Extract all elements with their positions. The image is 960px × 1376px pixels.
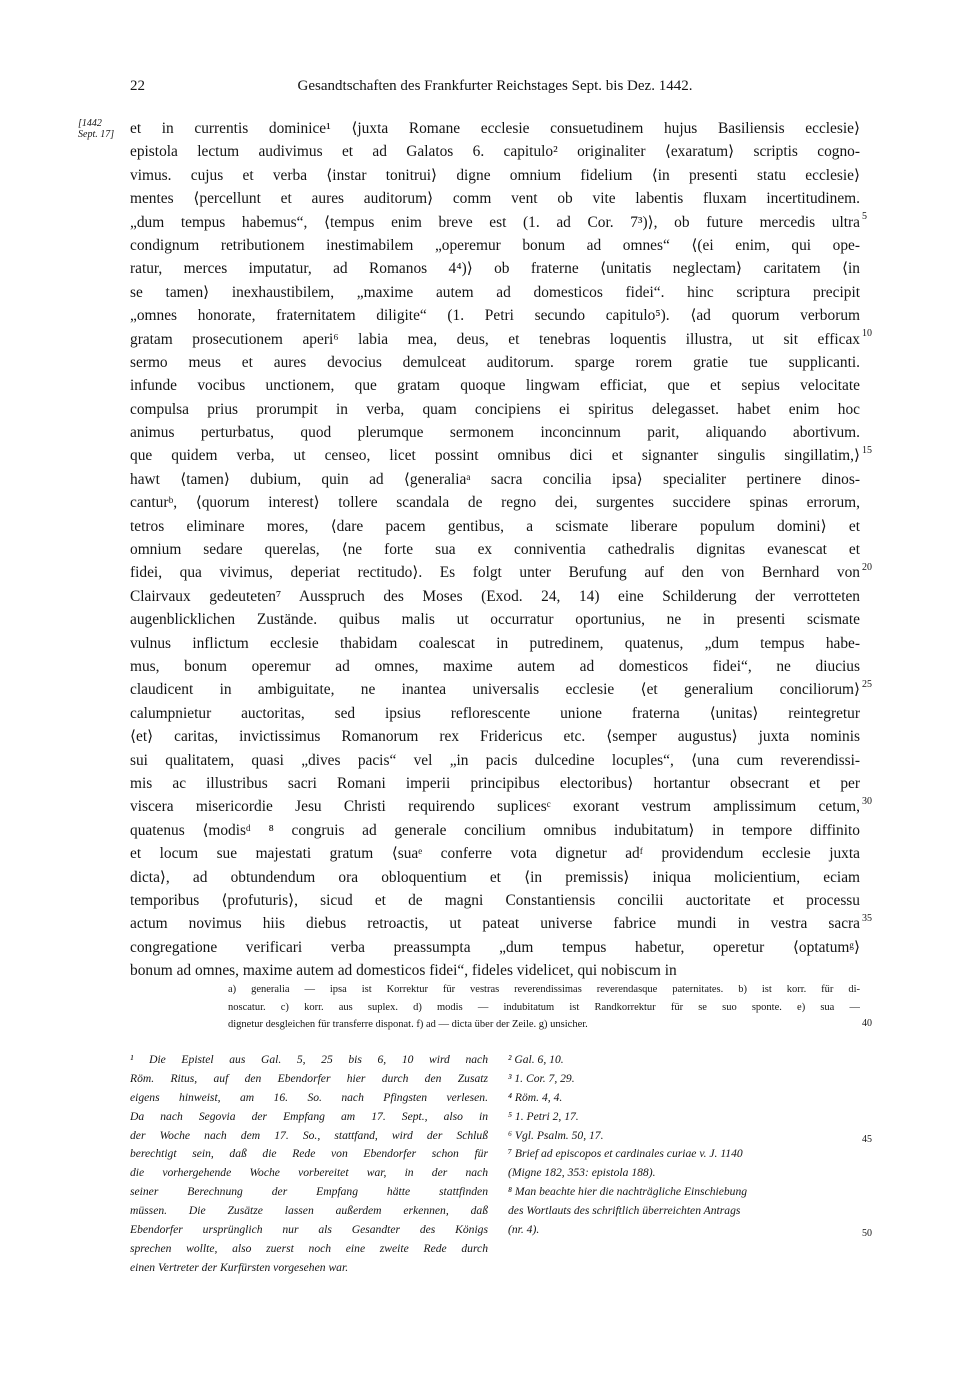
footnote-line: Ebendorfer ursprünglich nur als Gesandter des Königs <box>130 1223 488 1237</box>
line-number: 35 <box>862 913 872 924</box>
line-number: 45 <box>862 1134 872 1145</box>
line-number: 5 <box>862 211 867 222</box>
line-number: 15 <box>862 445 872 456</box>
line-number: 50 <box>862 1228 872 1239</box>
marginal-date-year: [1442 <box>78 118 102 129</box>
footnote-line: ⁴ Röm. 4, 4. <box>508 1090 563 1104</box>
line-number: 25 <box>862 679 872 690</box>
footnote-line: seiner Berechnung der Empfang hätte stattfinden <box>130 1185 488 1199</box>
running-title: Gesandtschaften des Frankfurter Reichstages Sept. bis Dez. 1442. <box>297 78 693 94</box>
text-line: „omnes honorate, fraternitatem diligite“ (1. Petri secundo capitulo⁵). ⟨ad quorum verborum <box>130 307 860 325</box>
text-line: animus perturbatus, quod plerumque sermonem inconcinnum parit, aliquando abortivum. <box>130 424 860 442</box>
text-line: Clairvaux gedeuteten⁷ Ausspruch des Moses (Exod. 24, 14) eine Schilderung der verrotteten <box>130 587 860 605</box>
text-line: bonum ad omnes, maxime autem ad domesticos fidei“, fideles videlicet, qui nobiscum in <box>130 962 677 980</box>
footnote-line: ¹ Die Epistel aus Gal. 5, 25 bis 6, 10 wird nach <box>130 1053 488 1066</box>
text-line: claudicent in ambiguitate, ne inantea universalis ecclesie ⟨et generalium conciliorum⟩ <box>130 681 860 699</box>
footnote-line: (nr. 4). <box>508 1223 540 1237</box>
footnote-line: einen Vertreter der Kurfürsten vorgesehen war. <box>130 1260 349 1274</box>
footnote-line: ⁸ Man beachte hier die nachträgliche Einschiebung <box>508 1185 748 1199</box>
text-line: viscera misericordie Jesu Christi requirendo suplicesᶜ exorant vestrum amplissimum cetum, <box>130 798 860 816</box>
text-line: dicta⟩, ad obtundendum ora obloquentium et ⟨in premissis⟩ iniqua molicientium, eciam <box>130 868 860 886</box>
text-line: tetros eliminare mores, ⟨dare pacem gentibus, a scismate liberare populum domini⟩ et <box>130 517 860 535</box>
page-number: 22 <box>130 78 145 94</box>
page-header <box>130 78 860 100</box>
text-line: que quidem verba, ut censeo, licet possint omnibus dici et signanter singulis singillatim,⟩ <box>130 447 860 465</box>
footnote-line: die vorhergehende Woche vorbereitet war, in der nach <box>130 1166 488 1180</box>
marginal-date <box>78 118 128 140</box>
text-line: ⟨et⟩ caritas, invictissimus Romanorum rex Fridericus etc. ⟨semper augustus⟩ juxta nominis <box>130 728 860 746</box>
text-line: canturᵇ, ⟨quorum interest⟩ tollere scandala de regno dei, surgentes succidere spinas errorum, <box>130 494 860 512</box>
footnote-line: des Wortlauts des schriftlich überreichten Antrags <box>508 1204 741 1218</box>
text-line: compulsa prius prorumpit in verba, quam concipiens ei spiritus delegasset. habet enim hoc <box>130 400 860 418</box>
text-line: se tamen⟩ inexhaustibilem, „maxime autem ad domesticos fidei“. hinc scriptura precipit <box>130 283 860 301</box>
text-line: epistola lectum audivimus et ad Galatos 6. capitulo² originaliter ⟨exaratum⟩ scriptis cogno- <box>130 143 860 161</box>
footnote-line: (Migne 182, 353: epistola 188). <box>508 1166 656 1180</box>
text-line: gratam prosecutionem aperi⁶ labia mea, deus, et tenebras loquentis illustra, ut sit efficax <box>130 330 860 348</box>
line-number: 40 <box>862 1018 872 1029</box>
apparatus-line: dignetur desgleichen für transferre disponat. f) ad — dicta über der Zeile. g) unsicher. <box>228 1019 588 1030</box>
text-line: quatenus ⟨modisᵈ ⁸ congruis ad generale concilium omnibus indubitatum⟩ in tempore diffinito <box>130 821 860 839</box>
text-line: vulnus inflictum ecclesie thabidam coalescat in putredinem, quatenus, „dum tempus habe- <box>130 634 860 652</box>
footnote-line: ⁷ Brief ad episcopos et cardinales curiae v. J. 1140 <box>508 1147 743 1161</box>
text-line: temporibus ⟨profuturis⟩, sicud et de magni Constantiensis concilii auctoritate et processu <box>130 891 860 909</box>
text-line: congregatione verificari verba preassumpta „dum tempus habetur, operetur ⟨optatumᵍ⟩ <box>130 938 860 956</box>
text-line: hawt ⟨tamen⟩ dubium, quin ad ⟨generaliaᵃ sacra concilia ipsa⟩ specialiter pertinere dinos- <box>130 470 860 488</box>
main-text <box>130 117 860 982</box>
text-line: fidei, qua vivimus, deperiat rectitudo⟩. Es folgt unter Berufung auf den von Bernhard von <box>130 564 860 582</box>
footnote-line: ⁵ 1. Petri 2, 17. <box>508 1109 579 1123</box>
text-line: et in currentis dominice¹ ⟨juxta Romane ecclesie consuetudinem hujus Basiliensis ecclesie⟩ <box>130 120 860 137</box>
text-line: omnium sedare querelas, ⟨ne forte sua ex conniventia cathedralis dignitas evanescat et <box>130 541 860 559</box>
text-line: calumpnietur auctoritas, sed ipsius reflorescente unione fraterna ⟨unitas⟩ reintegretur <box>130 704 860 722</box>
text-line: sui qualitatem, quasi „dives pacis“ vel „in pacis dulcedine locuples“, ⟨una cum reverendissi- <box>130 751 860 769</box>
line-number: 30 <box>862 796 872 807</box>
line-number: 20 <box>862 562 872 573</box>
text-line: augenblicklichen Zustände. quibus malis ut occurratur oportunius, ne in presenti scismate <box>130 611 860 629</box>
text-line: sermo meus et aures devocius demulceat auditorum. sparge rorem gratie tue supplicanti. <box>130 353 860 371</box>
critical-apparatus <box>228 981 860 1034</box>
footnotes-right-column <box>508 1051 860 1240</box>
text-line: „dum tempus habemus“, ⟨tempus enim breve est (1. ad Cor. 7³)⟩, ob future mercedis ultra <box>130 213 860 231</box>
text-line: mus, bonum operemur ad omnes, maxime autem ad domesticos fidei“, ne diucius <box>130 657 860 675</box>
footnote-line: Röm. Ritus, auf den Ebendorfer hier durch den Zusatz <box>130 1071 488 1085</box>
apparatus-line: a) generalia — ipsa ist Korrektur für vestras reverendissimas reverendasque paternitates. b) ist korr. für di- <box>228 984 860 995</box>
text-line: condignum retributionem inestimabilem „operemur bonum ad omnes“ ⟨(ei enim, qui ope- <box>130 236 860 254</box>
footnote-line: der Woche nach dem 17. So., stattfand, wird der Schluß <box>130 1128 488 1142</box>
text-line: ratur, merces imputatur, ad Romanos 4⁴)⟩ ob fraterne ⟨unitatis neglectam⟩ caritatem ⟨in <box>130 260 860 278</box>
text-line: mis ac illustribus sacri Romani imperii principibus electoribus⟩ hortantur obsecrant et per <box>130 774 860 792</box>
footnote-line: Da nach Segovia der Empfang am 17. Sept., also in <box>130 1109 488 1123</box>
footnote-line: sprechen wollte, also zuerst noch eine zweite Rede durch <box>130 1241 488 1255</box>
text-line: et locum sue majestati gratum ⟨suaᵉ conferre vota dignetur adᶠ providendum ecclesie juxta <box>130 845 860 863</box>
footnote-line: müssen. Die Zusätze lassen außerdem erkennen, daß <box>130 1204 488 1218</box>
footnote-line: ³ 1. Cor. 7, 29. <box>508 1071 575 1085</box>
footnote-line: ⁶ Vgl. Psalm. 50, 17. <box>508 1128 604 1142</box>
text-line: vimus. cujus et verba ⟨instar tonitrui⟩ digne omnium fidelium ⟨in presenti statu ecclesie⟩ <box>130 166 860 184</box>
apparatus-line: noscatur. c) korr. aus suplex. d) modis — indubitatum ist Randkorrektur für se suo sponte. e) sua — <box>228 1001 860 1013</box>
line-number: 10 <box>862 328 872 339</box>
footnote-line: berechtigt sein, daß die Rede von Ebendorfer schon für <box>130 1147 488 1161</box>
text-line: mentes ⟨percellunt et aures auditorum⟩ comm vent ob vite labentis fluxam incertitudinem. <box>130 190 860 208</box>
marginal-date-day: Sept. 17] <box>78 129 115 140</box>
text-line: infunde vocibus unctionem, que gratam quoque lingwam efficiat, que et sepius velocitate <box>130 377 860 395</box>
footnote-line: ² Gal. 6, 10. <box>508 1053 564 1066</box>
footnote-line: eigens hinweist, am 16. So. nach Pfingsten verlesen. <box>130 1090 488 1104</box>
text-line: actum novimus hiis diebus retroactis, ut pateat universe fabrice mundi in vestra sacra <box>130 915 860 933</box>
footnotes-left-column <box>130 1051 488 1278</box>
